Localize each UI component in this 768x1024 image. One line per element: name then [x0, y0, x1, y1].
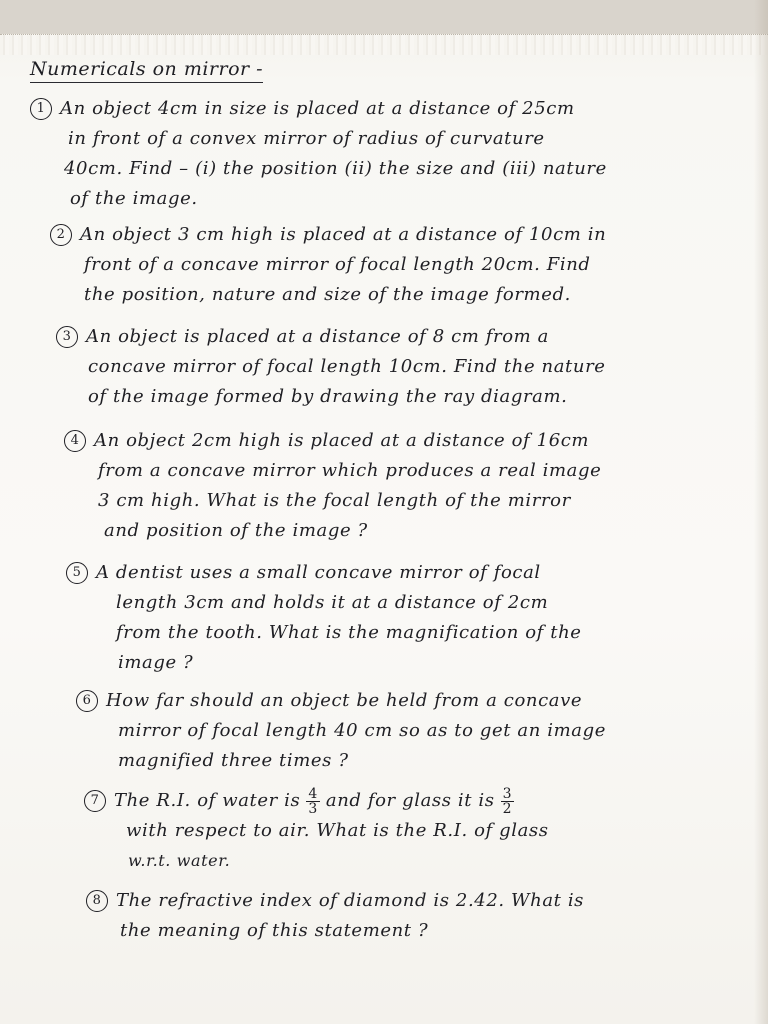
question-text-line: from the tooth. What is the magnification of the [116, 622, 582, 643]
question-text-line: of the image formed by drawing the ray diagram. [88, 386, 568, 407]
page-heading: Numericals on mirror - [30, 58, 263, 83]
fraction-water-ri: $\frac{4}{3}$ [308, 785, 318, 817]
question-4 [64, 426, 601, 546]
question-number-badge: 2 [50, 224, 72, 246]
question-text-line: An object 2cm high is placed at a distance of 16cm [94, 430, 590, 451]
question-text-line: How far should an object be held from a concave [106, 690, 583, 711]
question-3 [56, 322, 606, 412]
question-text-line: and for glass it is [325, 790, 495, 811]
question-number-badge: 5 [66, 562, 88, 584]
fraction-glass-ri: $\frac{3}{2}$ [502, 785, 513, 817]
question-text-line: front of a concave mirror of focal length 20cm. Find [84, 254, 591, 275]
question-text-line: the position, nature and size of the image formed. [84, 284, 571, 305]
question-text-line: the meaning of this statement ? [120, 920, 429, 941]
question-text-line: The R.I. of water is [114, 790, 301, 811]
question-text-line: of the image. [70, 188, 198, 209]
question-text-line: A dentist uses a small concave mirror of focal [96, 562, 541, 583]
perforation-strip [0, 34, 768, 55]
question-number-badge: 1 [30, 98, 52, 120]
question-number-badge: 3 [56, 326, 78, 348]
question-text-line: An object 3 cm high is placed at a distance of 10cm in [80, 224, 607, 245]
question-text-line: mirror of focal length 40 cm so as to get an image [118, 720, 606, 741]
question-text-line: in front of a convex mirror of radius of curvature [68, 128, 545, 149]
question-number-badge: 8 [86, 890, 108, 912]
question-1 [30, 94, 607, 214]
question-number-badge: 4 [64, 430, 86, 452]
question-text-line: An object is placed at a distance of 8 cm from a [86, 326, 550, 347]
question-text-line: from a concave mirror which produces a real image [98, 460, 602, 481]
question-text-line: image ? [118, 652, 194, 673]
question-text-line: 40cm. Find – (i) the position (ii) the size and (iii) nature [64, 158, 607, 179]
question-5 [66, 558, 582, 678]
question-number-badge: 6 [76, 690, 98, 712]
question-text-line: length 3cm and holds it at a distance of 2cm [116, 592, 549, 613]
question-text-line: An object 4cm in size is placed at a distance of 25cm [60, 98, 575, 119]
question-text-line: 3 cm high. What is the focal length of the mirror [98, 490, 571, 511]
question-2 [50, 220, 606, 310]
question-number-badge: 7 [84, 790, 106, 812]
question-6 [76, 686, 606, 776]
page-shadow-edge [754, 0, 768, 1024]
question-text-line: w.r.t. water. [128, 851, 231, 870]
question-text-line: and position of the image ? [104, 520, 368, 541]
question-text-line: magnified three times ? [118, 750, 349, 771]
torn-top-edge [0, 0, 768, 52]
question-8 [86, 886, 584, 946]
question-text-line: concave mirror of focal length 10cm. Find the nature [88, 356, 606, 377]
question-7 [84, 786, 549, 876]
question-text-line: The refractive index of diamond is 2.42. What is [116, 890, 585, 911]
question-text-line: with respect to air. What is the R.I. of glass [126, 820, 549, 841]
